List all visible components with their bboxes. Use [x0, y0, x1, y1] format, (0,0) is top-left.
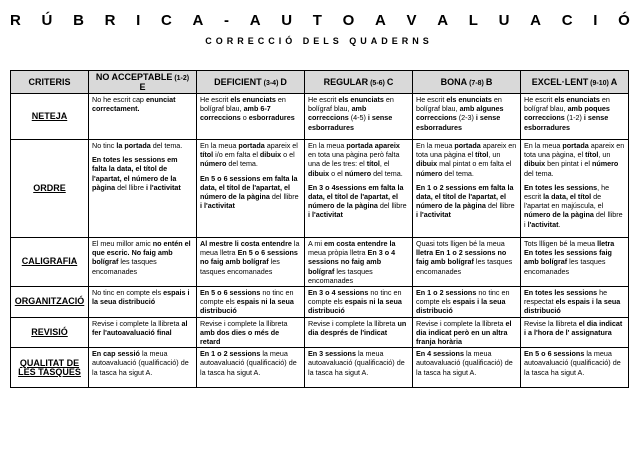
rubric-cell: En 3 sessions la meua autoavaluació (qualificació) de la tasca ha sigut A. — [305, 348, 413, 388]
rubric-cell: En cap sessió la meua autoavaluació (qualificació) de la tasca ha sigut A. — [89, 348, 197, 388]
title-letter: A — [192, 12, 204, 29]
rubric-table — [10, 70, 629, 388]
rubric-cell: No tinc en compte els espais i la seua distribució — [89, 287, 197, 318]
criterion-row — [11, 94, 629, 140]
rubric-cell: Revise la llibreta el dia indicat i a l'hora de l' assignatura — [521, 317, 629, 348]
title-letter: A — [530, 12, 542, 29]
rubric-cell: Quasi tots lligen bé la meua lletra En 1 o 2 sessions no faig amb bolígraf les tasques encomanades — [413, 238, 521, 287]
title-letter: A — [437, 12, 449, 29]
title-letter: C — [160, 12, 172, 29]
title-letter: - — [224, 12, 230, 29]
rubric-cell: En la meua portada apareix en tota una pàgina, el títol, un dibuix ben pintat i el número del tema. En totes les sessions, he escrit la data, el títol de l'apartat en majúscula, el número de la pàgina del llibre i l'activitat. — [521, 140, 629, 238]
title-letter: Ú — [41, 12, 53, 29]
rubric-cell: En 5 o 6 sessions la meua autoavaluació (qualificació) de la tasca ha sigut A. — [521, 348, 629, 388]
title-letter: I — [593, 12, 598, 29]
criterion-row — [11, 317, 629, 348]
rubric-cell: He escrit els enunciats en bolígraf blau, amb correccions (4-5) i sense esborradures — [305, 94, 413, 140]
criterion-row — [11, 140, 629, 238]
column-header: REGULAR (5-6) C — [305, 71, 413, 94]
criterion-label: REVISIÓ — [11, 317, 89, 348]
criterion-label: ORGANITZACIÓ — [11, 287, 89, 318]
criterion-row — [11, 348, 629, 388]
rubric-cell: He escrit els enunciats en bolígraf blau, amb poques correccions (1-2) i sense esborradures — [521, 94, 629, 140]
column-header: CRITERIS — [11, 71, 89, 94]
title-letter: A — [375, 12, 386, 29]
rubric-cell: En 1 o 2 sessions la meua autoavaluació (qualificació) de la tasca ha sigut A. — [197, 348, 305, 388]
title-letter: L — [468, 12, 478, 29]
rubric-cell: No tinc la portada del tema. En totes les sessions em falta la data, el títol de l'apartat, el número de la pàgina del llibre i l'activitat — [89, 140, 197, 238]
rubric-cell: En la meua portada apareix en tota una pàgina el títol, un dibuix mal pintat o em falta el número del tema. En 1 o 2 sessions em falta la data, el títol de l'apartat, el número de la pàgina del llibre i l'activitat — [413, 140, 521, 238]
title-letter: A — [249, 12, 261, 29]
rubric-cell: Revise i complete la llibreta al fer l'autoavaluació final — [89, 317, 197, 348]
rubric-cell: Revise i complete la llibreta un dia després de l'indicat — [305, 317, 413, 348]
rubric-cell: Al mestre li costa entendre la meua lletra En 5 o 6 sessions no faig amb bolígraf les tasques encomanades — [197, 238, 305, 287]
rubric-cell: En la meua portada apareix el títol i/o em falta el dibuix o el número del tema. En 5 o 6 sessions em falta la data, el títol de l'apartat, el número de la pàgina del llibre i l'activitat — [197, 140, 305, 238]
column-header: DEFICIENT (3-4) D — [197, 71, 305, 94]
header-row — [11, 71, 629, 94]
criterion-row — [11, 287, 629, 318]
title-letter: B — [73, 12, 84, 29]
title-letter: I — [136, 12, 141, 29]
title-letter: Ó — [618, 12, 630, 29]
criterion-label: QUALITAT DE LES TASQUES — [11, 348, 89, 388]
rubric-cell: A mi em costa entendre la meua pròpia lletra En 3 o 4 sessions no faig amb bolígraf les tasques encomanades — [305, 238, 413, 287]
column-header: EXCEL·LENT (9-10) A — [521, 71, 629, 94]
column-header: NO ACCEPTABLE (1-2) E — [89, 71, 197, 94]
rubric-cell: Revise i complete la llibreta el dia indicat però en un altra franja horària — [413, 317, 521, 348]
title-letter: O — [342, 12, 355, 29]
title-letter: U — [281, 12, 293, 29]
rubric-cell: En 1 o 2 sessions no tinc en compte els espais i la seua distribució — [413, 287, 521, 318]
title-letter: V — [406, 12, 417, 29]
title-letter: U — [498, 12, 510, 29]
rubric-cell: He escrit els enunciats en bolígraf blau, amb 6-7 correccions o esborradures — [197, 94, 305, 140]
rubric-cell: El meu millor amic no entén el que escric. No faig amb bolígraf les tasques encomanades — [89, 238, 197, 287]
criterion-row — [11, 238, 629, 287]
criterion-label: ORDRE — [11, 140, 89, 238]
rubric-title — [10, 12, 630, 28]
title-letter: R — [104, 12, 116, 29]
criterion-label: NETEJA — [11, 94, 89, 140]
rubric-cell: En 5 o 6 sessions no tinc en compte els espais ni la seua distribució — [197, 287, 305, 318]
rubric-cell: En la meua portada apareix en tota una pàgina però falta una de les tres: el títol, el dibuix o el número del tema. En 3 o 4sessions em falta la data, el títol de l'apartat, el número de la pàgina del llibre i l'activitat — [305, 140, 413, 238]
rubric-cell: He escrit els enunciats en bolígraf blau, amb algunes correccions (2-3) i sense esborradures — [413, 94, 521, 140]
rubric-cell: Tots llligen bé la meua lletra En totes les sessions faig amb bolígraf les tasques encomanades — [521, 238, 629, 287]
column-header: BONA (7-8) B — [413, 71, 521, 94]
rubric-cell: En totes les sessions he respectat els espais i la seua distribució — [521, 287, 629, 318]
rubric-subtitle: CORRECCIÓ DELS QUADERNS — [205, 36, 433, 46]
criterion-label: CALIGRAFIA — [11, 238, 89, 287]
title-letter: C — [561, 12, 573, 29]
rubric-cell: No he escrit cap enunciat correctament. — [89, 94, 197, 140]
rubric-cell: Revise i complete la llibreta amb dos dies o més de retard — [197, 317, 305, 348]
rubric-cell: En 4 sessions la meua autoavaluació (qualificació) de la tasca ha sigut A. — [413, 348, 521, 388]
rubric-cell: En 3 o 4 sessions no tinc en compte els espais ni la seua distribució — [305, 287, 413, 318]
title-letter: R — [10, 12, 21, 29]
title-letter: T — [312, 12, 322, 29]
